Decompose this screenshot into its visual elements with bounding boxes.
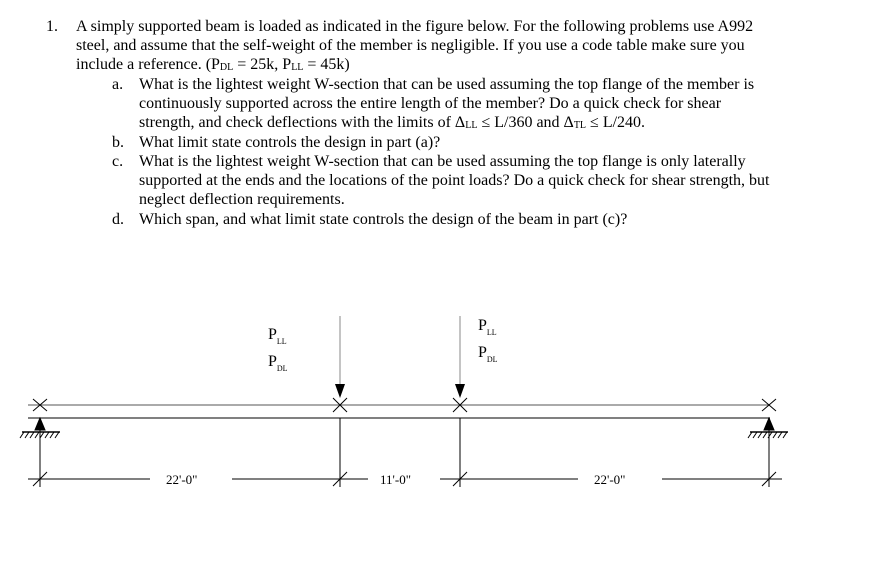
load-1-dead-label: $P_{DL}$ — [268, 353, 288, 373]
dimension-label-left: 22'-0" — [166, 472, 198, 487]
part-a-marker: a. — [112, 76, 124, 93]
problem-line-1: A simply supported beam is loaded as indicated in the figure below. For the following problems use A992 — [76, 18, 754, 35]
point-load-1-arrow — [333, 316, 347, 487]
point-load-2-arrow — [453, 316, 467, 487]
part-c-marker: c. — [112, 153, 124, 170]
part-b-marker: b. — [112, 134, 124, 151]
dimension-label-right: 22'-0" — [594, 472, 626, 487]
load-1-live-label: $P_{LL}$ — [268, 326, 287, 346]
part-c-line-1: What is the lightest weight W-section that can be used assuming the top flange is only laterally — [139, 153, 746, 170]
right-support — [748, 418, 788, 487]
part-d-line-1: Which span, and what limit state controls the design of the beam in part (c)? — [139, 211, 628, 228]
problem-number: 1. — [46, 18, 58, 35]
load-2-dead-label: $P_{DL}$ — [478, 344, 498, 364]
part-a-line-1: What is the lightest weight W-section that can be used assuming the top flange of the member is — [139, 76, 755, 93]
dimension-label-middle: 11'-0" — [380, 472, 411, 487]
problem-line-3: include a reference. ($P_{DL} = 25k$, $P_{LL} = 45k$) — [76, 56, 350, 73]
part-b-line-1: What limit state controls the design in part (a)? — [139, 134, 441, 151]
part-c-line-2: supported at the ends and the locations of the point loads? Do a quick check for shear strength, but — [139, 172, 770, 189]
part-d-marker: d. — [112, 211, 124, 228]
part-c-line-3: neglect deflection requirements. — [139, 191, 345, 208]
problem-line-2: steel, and assume that the self-weight of the member is negligible. If you use a code table make sure you — [76, 37, 745, 54]
load-2-live-label: $P_{LL}$ — [478, 317, 497, 337]
left-support — [20, 418, 60, 487]
part-a-line-3: strength, and check deflections with the limits of $\Delta_{LL} \le L/360$ and $\Delta_{TL} \le L/240$. — [139, 114, 646, 131]
part-a-line-2: continuously supported across the entire length of the member? Do a quick check for shear — [139, 95, 722, 112]
